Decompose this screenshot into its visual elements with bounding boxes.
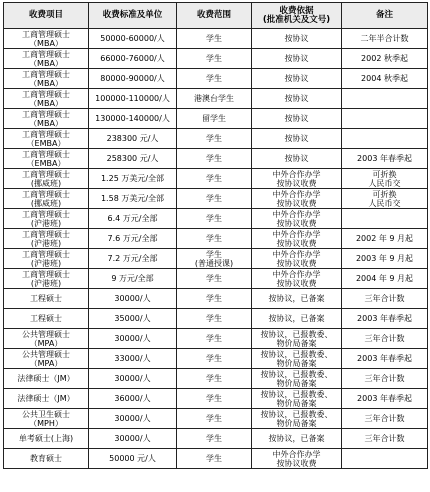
fee-basis-cell: 按协议 <box>252 29 342 49</box>
fee-item-cell: 公共管理硕士 （MPA） <box>4 349 89 369</box>
fee-item-cell: 工商管理硕士 （MBA） <box>4 109 89 129</box>
fee-scope-cell: 学生 (普通授课) <box>177 249 252 269</box>
remarks-cell <box>342 109 428 129</box>
fee-item-cell: 法律硕士（JM） <box>4 389 89 409</box>
fee-standard-cell: 6.4 万元/全部 <box>89 209 177 229</box>
fee-basis-cell: 按协议，已报教委、 物价局备案 <box>252 389 342 409</box>
remarks-cell: 2003 年春季起 <box>342 309 428 329</box>
fee-item-cell: 工商管理硕士 (沪港班) <box>4 229 89 249</box>
header-fee-basis: 收费依据 (批准机关及文号) <box>252 3 342 29</box>
fee-standard-cell: 30000/人 <box>89 369 177 389</box>
table-row <box>4 309 428 329</box>
fee-standard-cell: 258300 元/人 <box>89 149 177 169</box>
fee-item-cell: 工商管理硕士 （MBA） <box>4 49 89 69</box>
table-row <box>4 149 428 169</box>
fee-scope-cell: 学生 <box>177 29 252 49</box>
remarks-cell: 2003 年 9 月起 <box>342 249 428 269</box>
fee-table <box>3 2 428 469</box>
fee-standard-cell: 1.58 万美元/全部 <box>89 189 177 209</box>
fee-item-cell: 工商管理硕士 （MBA） <box>4 69 89 89</box>
fee-scope-cell: 学生 <box>177 329 252 349</box>
fee-scope-cell: 学生 <box>177 369 252 389</box>
fee-scope-cell: 学生 <box>177 389 252 409</box>
table-row <box>4 49 428 69</box>
fee-scope-cell: 学生 <box>177 429 252 449</box>
remarks-cell <box>342 209 428 229</box>
fee-item-cell: 工程硕士 <box>4 289 89 309</box>
table-row <box>4 169 428 189</box>
fee-item-cell: 工商管理硕士 (沪港班) <box>4 269 89 289</box>
fee-standard-cell: 30000/人 <box>89 429 177 449</box>
fee-basis-cell: 按协议，已报教委、 物价局备案 <box>252 369 342 389</box>
fee-standard-cell: 50000-60000/人 <box>89 29 177 49</box>
fee-item-cell: 工商管理硕士 (沪港班) <box>4 209 89 229</box>
fee-standard-cell: 30000/人 <box>89 329 177 349</box>
table-row <box>4 189 428 209</box>
remarks-cell <box>342 129 428 149</box>
remarks-cell: 2004 秋季起 <box>342 69 428 89</box>
fee-item-cell: 工商管理硕士 (沪港班) <box>4 249 89 269</box>
remarks-cell: 二年半合计数 <box>342 29 428 49</box>
fee-scope-cell: 学生 <box>177 189 252 209</box>
remarks-cell: 三年合计数 <box>342 289 428 309</box>
fee-basis-cell: 按协议 <box>252 89 342 109</box>
fee-item-cell: 法律硕士（JM） <box>4 369 89 389</box>
fee-standard-cell: 238300 元/人 <box>89 129 177 149</box>
header-row <box>4 3 428 29</box>
fee-basis-cell: 中外合作办学 按协议收费 <box>252 229 342 249</box>
fee-basis-cell: 中外合作办学 按协议收费 <box>252 269 342 289</box>
table-row <box>4 269 428 289</box>
fee-standard-cell: 35000/人 <box>89 309 177 329</box>
fee-scope-cell: 学生 <box>177 229 252 249</box>
fee-scope-cell: 学生 <box>177 269 252 289</box>
fee-item-cell: 工商管理硕士 (挪威班) <box>4 169 89 189</box>
fee-basis-cell: 按协议，已备案 <box>252 289 342 309</box>
remarks-cell: 三年合计数 <box>342 409 428 429</box>
table-row <box>4 109 428 129</box>
header-fee-standard: 收费标准及单位 <box>89 3 177 29</box>
table-row <box>4 389 428 409</box>
fee-table-container <box>3 2 428 469</box>
table-row <box>4 289 428 309</box>
remarks-cell: 可折换 人民币交 <box>342 169 428 189</box>
fee-item-cell: 工商管理硕士 (挪威班) <box>4 189 89 209</box>
fee-basis-cell: 中外合作办学 按协议收费 <box>252 189 342 209</box>
fee-standard-cell: 80000-90000/人 <box>89 69 177 89</box>
fee-basis-cell: 中外合作办学 按协议收费 <box>252 449 342 469</box>
fee-basis-cell: 按协议，已报教委、 物价局备案 <box>252 409 342 429</box>
fee-basis-cell: 按协议 <box>252 109 342 129</box>
header-fee-item: 收费项目 <box>4 3 89 29</box>
fee-scope-cell: 学生 <box>177 209 252 229</box>
remarks-cell: 2002 年 9 月起 <box>342 229 428 249</box>
fee-scope-cell: 学生 <box>177 129 252 149</box>
fee-basis-cell: 按协议，已报教委、 物价局备案 <box>252 329 342 349</box>
fee-item-cell: 工程硕士 <box>4 309 89 329</box>
fee-scope-cell: 学生 <box>177 449 252 469</box>
table-row <box>4 449 428 469</box>
remarks-cell: 2002 秋季起 <box>342 49 428 69</box>
fee-standard-cell: 30000/人 <box>89 289 177 309</box>
remarks-cell: 2003 年春季起 <box>342 389 428 409</box>
fee-standard-cell: 7.2 万元/全部 <box>89 249 177 269</box>
fee-basis-cell: 按协议 <box>252 129 342 149</box>
fee-standard-cell: 100000-110000/人 <box>89 89 177 109</box>
table-row <box>4 209 428 229</box>
fee-standard-cell: 36000/人 <box>89 389 177 409</box>
remarks-cell: 三年合计数 <box>342 369 428 389</box>
fee-standard-cell: 130000-140000/人 <box>89 109 177 129</box>
fee-item-cell: 工商管理硕士 （MBA） <box>4 89 89 109</box>
fee-scope-cell: 留学生 <box>177 109 252 129</box>
table-row <box>4 409 428 429</box>
table-row <box>4 369 428 389</box>
fee-item-cell: 工商管理硕士 （MBA） <box>4 29 89 49</box>
fee-basis-cell: 中外合作办学 按协议收费 <box>252 249 342 269</box>
remarks-cell: 2003 年春季起 <box>342 349 428 369</box>
remarks-cell <box>342 89 428 109</box>
table-row <box>4 69 428 89</box>
fee-standard-cell: 1.25 万美元/全部 <box>89 169 177 189</box>
fee-standard-cell: 33000/人 <box>89 349 177 369</box>
fee-scope-cell: 学生 <box>177 409 252 429</box>
table-row <box>4 89 428 109</box>
fee-item-cell: 工商管理硕士 （EMBA） <box>4 149 89 169</box>
table-row <box>4 349 428 369</box>
fee-standard-cell: 66000-76000/人 <box>89 49 177 69</box>
fee-item-cell: 单考硕士(上海) <box>4 429 89 449</box>
fee-standard-cell: 50000 元/人 <box>89 449 177 469</box>
fee-basis-cell: 按协议 <box>252 69 342 89</box>
fee-basis-cell: 中外合作办学 按协议收费 <box>252 169 342 189</box>
header-fee-scope: 收费范围 <box>177 3 252 29</box>
fee-scope-cell: 学生 <box>177 69 252 89</box>
table-row <box>4 429 428 449</box>
fee-standard-cell: 7.6 万元/全部 <box>89 229 177 249</box>
fee-scope-cell: 学生 <box>177 309 252 329</box>
remarks-cell: 2003 年春季起 <box>342 149 428 169</box>
table-row <box>4 29 428 49</box>
fee-scope-cell: 学生 <box>177 349 252 369</box>
fee-scope-cell: 学生 <box>177 49 252 69</box>
header-remarks: 备注 <box>342 3 428 29</box>
fee-scope-cell: 学生 <box>177 149 252 169</box>
table-row <box>4 329 428 349</box>
fee-basis-cell: 按协议，已备案 <box>252 309 342 329</box>
fee-scope-cell: 学生 <box>177 289 252 309</box>
table-row <box>4 229 428 249</box>
remarks-cell: 三年合计数 <box>342 329 428 349</box>
remarks-cell <box>342 449 428 469</box>
fee-item-cell: 教育硕士 <box>4 449 89 469</box>
fee-standard-cell: 9 万元/全部 <box>89 269 177 289</box>
fee-table-body <box>4 29 428 469</box>
remarks-cell: 2004 年 9 月起 <box>342 269 428 289</box>
remarks-cell: 三年合计数 <box>342 429 428 449</box>
fee-item-cell: 工商管理硕士 （EMBA） <box>4 129 89 149</box>
fee-basis-cell: 按协议 <box>252 149 342 169</box>
fee-basis-cell: 按协议，已报教委、 物价局备案 <box>252 349 342 369</box>
fee-item-cell: 公共卫生硕士 （MPH） <box>4 409 89 429</box>
table-row <box>4 129 428 149</box>
fee-basis-cell: 中外合作办学 按协议收费 <box>252 209 342 229</box>
fee-item-cell: 公共管理硕士 （MPA） <box>4 329 89 349</box>
fee-basis-cell: 按协议 <box>252 49 342 69</box>
fee-basis-cell: 按协议，已备案 <box>252 429 342 449</box>
table-row <box>4 249 428 269</box>
fee-standard-cell: 30000/人 <box>89 409 177 429</box>
remarks-cell: 可折换 人民币交 <box>342 189 428 209</box>
fee-scope-cell: 学生 <box>177 169 252 189</box>
fee-scope-cell: 港澳台学生 <box>177 89 252 109</box>
